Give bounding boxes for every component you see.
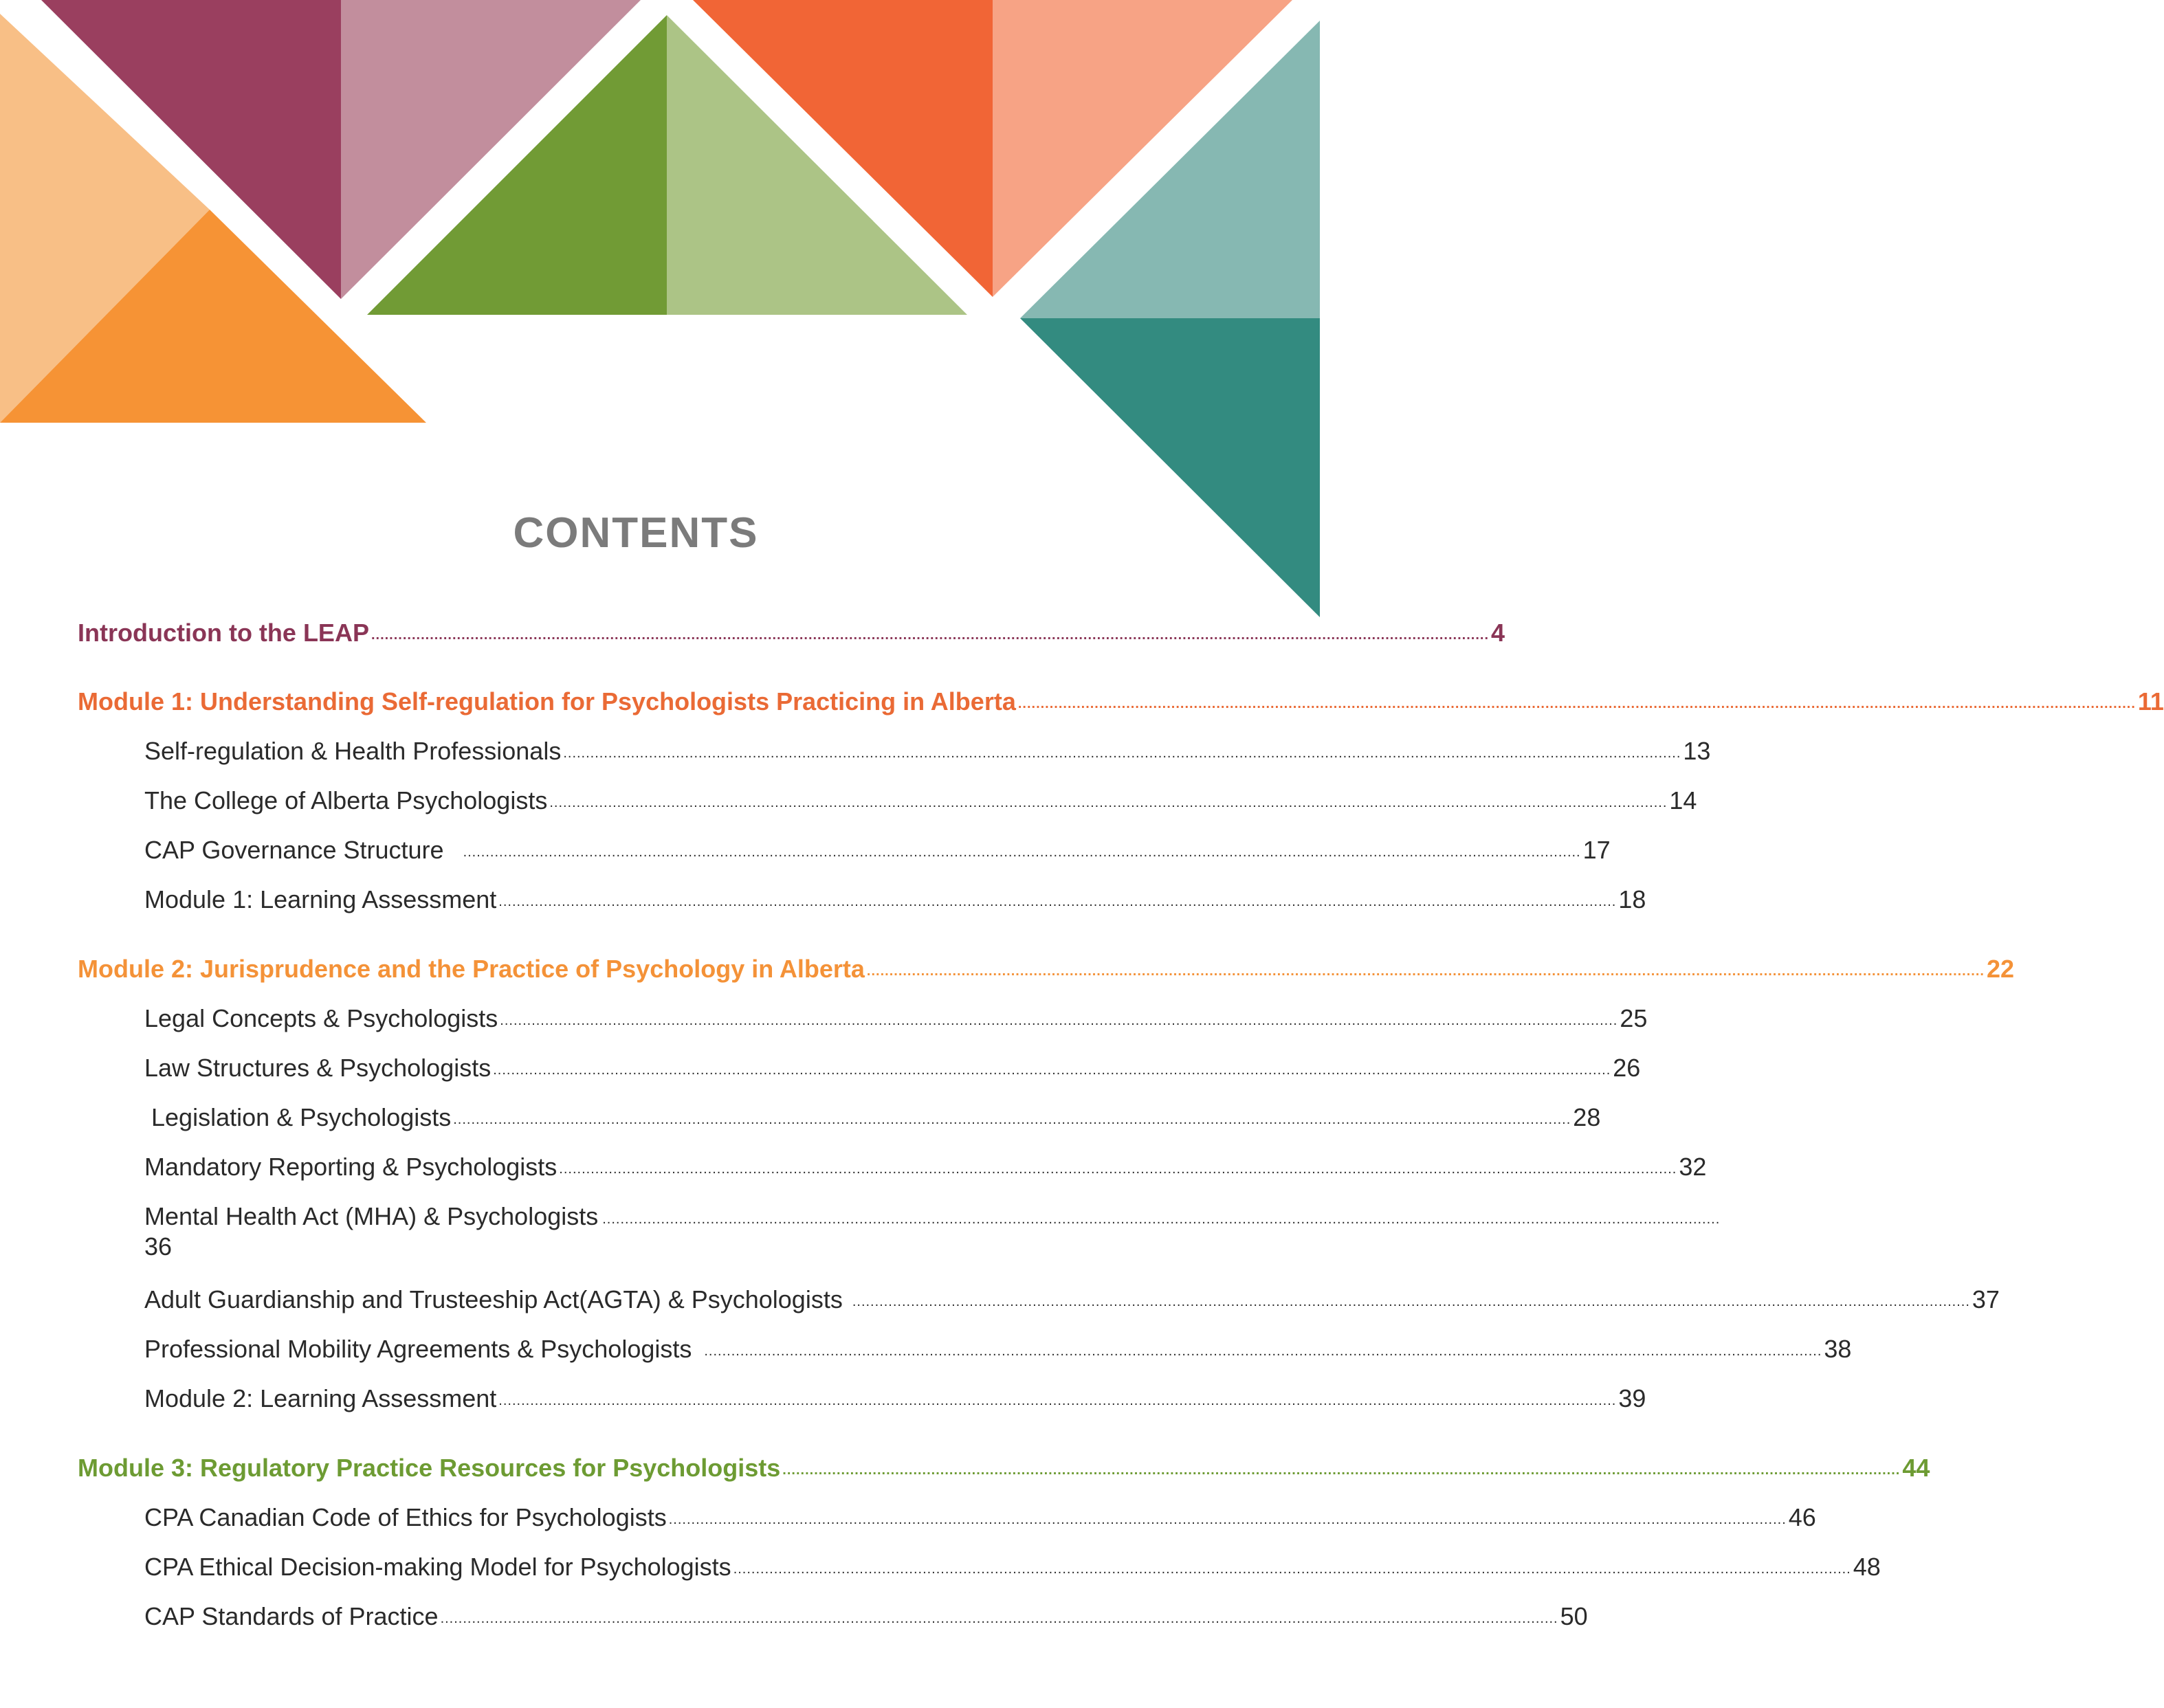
dot-leader: ........................................................................................................................................................................................................................................................ bbox=[668, 1512, 1787, 1527]
toc-entry-label: Professional Mobility Agreements & Psychologists bbox=[144, 1335, 692, 1363]
toc-sub-entry[interactable] bbox=[78, 1496, 1816, 1532]
dot-leader: ........................................................................................................................................................................................................................................................ bbox=[453, 1112, 1571, 1127]
toc-entry-label: Legislation & Psychologists bbox=[144, 1103, 452, 1131]
toc-sub-entry[interactable] bbox=[78, 1096, 1601, 1132]
toc-page-number: 50 bbox=[1560, 1602, 1588, 1630]
toc-entry-label: Module 1: Understanding Self-regulation for Psychologists Practicing in Alberta bbox=[78, 687, 1016, 716]
toc-entry-label: CPA Canadian Code of Ethics for Psychologists bbox=[144, 1503, 667, 1531]
toc-page-number: 4 bbox=[1491, 619, 1505, 647]
toc-sub-entry[interactable] bbox=[78, 1278, 2000, 1314]
toc-sub-entry[interactable] bbox=[78, 1047, 1641, 1083]
toc-entry-module-2[interactable] bbox=[78, 948, 2015, 984]
toc-sub-entry[interactable] bbox=[78, 1328, 1852, 1364]
dot-leader: ........................................................................................................................................................................................................................................................ bbox=[704, 1344, 1822, 1359]
dot-leader: ........................................................................................................................................................................................................................................................ bbox=[371, 628, 1489, 643]
dot-leader: ........................................................................................................................................................................................................................................................ bbox=[782, 1463, 1901, 1478]
toc-entry-intro[interactable] bbox=[78, 612, 1505, 647]
toc-entry-label: Introduction to the LEAP bbox=[78, 619, 369, 647]
toc-entry-label: The College of Alberta Psychologists bbox=[144, 786, 548, 814]
dot-leader: ........................................................................................................................................................................................................................................................ bbox=[866, 964, 1985, 979]
toc-entry-label: Law Structures & Psychologists bbox=[144, 1054, 492, 1082]
toc-page-number: 32 bbox=[1679, 1153, 1707, 1181]
dot-leader: ........................................................................................................................................................................................................................................................ bbox=[463, 845, 1581, 860]
toc-entry-module-1[interactable] bbox=[78, 680, 2164, 716]
toc-sub-entry[interactable] bbox=[78, 1595, 1588, 1631]
toc-sub-entry[interactable] bbox=[78, 779, 1697, 815]
toc-page-number: 25 bbox=[1620, 1004, 1648, 1032]
toc-entry-label: CAP Standards of Practice bbox=[144, 1602, 439, 1630]
toc-entry-label: Module 1: Learning Assessment bbox=[144, 885, 497, 913]
toc-page-number: 46 bbox=[1788, 1503, 1816, 1531]
toc-entry-label: CPA Ethical Decision-making Model for Psychologists bbox=[144, 1553, 731, 1581]
toc-page-number: 38 bbox=[1824, 1335, 1852, 1363]
toc-page-number: 48 bbox=[1853, 1553, 1881, 1581]
toc-sub-entry[interactable] bbox=[78, 997, 1648, 1033]
toc-entry-label: Mental Health Act (MHA) & Psychologists bbox=[144, 1202, 599, 1230]
toc-sub-entry[interactable] bbox=[78, 1146, 1707, 1182]
toc-sub-entry[interactable] bbox=[78, 1546, 1881, 1582]
toc-entry-label: Module 2: Jurisprudence and the Practice of Psychology in Alberta bbox=[78, 955, 865, 983]
dot-leader: ........................................................................................................................................................................................................................................................ bbox=[1017, 696, 2136, 711]
toc-page-number: 17 bbox=[1582, 836, 1611, 864]
toc-entry-label: Module 2: Learning Assessment bbox=[144, 1384, 497, 1412]
page-title: CONTENTS bbox=[513, 509, 759, 557]
dot-leader: ........................................................................................................................................................................................................................................................ bbox=[852, 1294, 1970, 1309]
toc-sub-entry[interactable] bbox=[78, 829, 1611, 865]
toc-entry-label: Adult Guardianship and Trusteeship Act(AGTA) & Psychologists bbox=[144, 1285, 843, 1313]
toc-entry-label: Mandatory Reporting & Psychologists bbox=[144, 1153, 557, 1181]
dot-leader: ........................................................................................................................................................................................................................................................ bbox=[563, 746, 1681, 761]
toc-page-number: 26 bbox=[1613, 1054, 1641, 1082]
toc-entry-label: Legal Concepts & Psychologists bbox=[144, 1004, 498, 1032]
dot-leader: ........................................................................................................................................................................................................................................................ bbox=[549, 795, 1668, 810]
toc-entry-label: CAP Governance Structure bbox=[144, 836, 444, 864]
toc-page-number: 39 bbox=[1618, 1384, 1646, 1412]
toc-page-number: 28 bbox=[1573, 1103, 1601, 1131]
toc-page-number: 14 bbox=[1669, 786, 1697, 814]
toc-sub-entry[interactable] bbox=[78, 1377, 1646, 1413]
toc-sub-entry[interactable] bbox=[144, 1201, 1721, 1262]
dot-leader: ........................................................................................................................................................................................................................................................ bbox=[440, 1611, 1558, 1626]
dot-leader: ........................................................................................................................................................................................................................................................ bbox=[602, 1212, 1721, 1227]
toc-page-number: 36 bbox=[144, 1232, 173, 1261]
dot-leader: ........................................................................................................................................................................................................................................................ bbox=[498, 1393, 1617, 1408]
toc-entry-module-3[interactable] bbox=[78, 1447, 1930, 1483]
toc-page-number: 13 bbox=[1683, 737, 1711, 765]
toc-page-number: 22 bbox=[1986, 955, 2015, 983]
toc-page-number: 37 bbox=[1972, 1285, 2000, 1313]
dot-leader: ........................................................................................................................................................................................................................................................ bbox=[500, 1013, 1618, 1028]
dot-leader: ........................................................................................................................................................................................................................................................ bbox=[498, 894, 1617, 909]
toc-sub-entry[interactable] bbox=[78, 878, 1646, 914]
toc-sub-entry[interactable] bbox=[78, 730, 1711, 766]
toc-page-number: 18 bbox=[1618, 885, 1646, 913]
triangle-teal bbox=[1020, 318, 1320, 617]
toc-entry-label: Module 3: Regulatory Practice Resources for Psychologists bbox=[78, 1454, 781, 1482]
dot-leader: ........................................................................................................................................................................................................................................................ bbox=[559, 1162, 1677, 1177]
toc-entry-label: Self-regulation & Health Professionals bbox=[144, 737, 562, 765]
dot-leader: ........................................................................................................................................................................................................................................................ bbox=[733, 1562, 1851, 1577]
dot-leader: ........................................................................................................................................................................................................................................................ bbox=[493, 1063, 1611, 1078]
toc-page-number: 11 bbox=[2137, 687, 2164, 716]
toc-page-number: 44 bbox=[1902, 1454, 1930, 1482]
